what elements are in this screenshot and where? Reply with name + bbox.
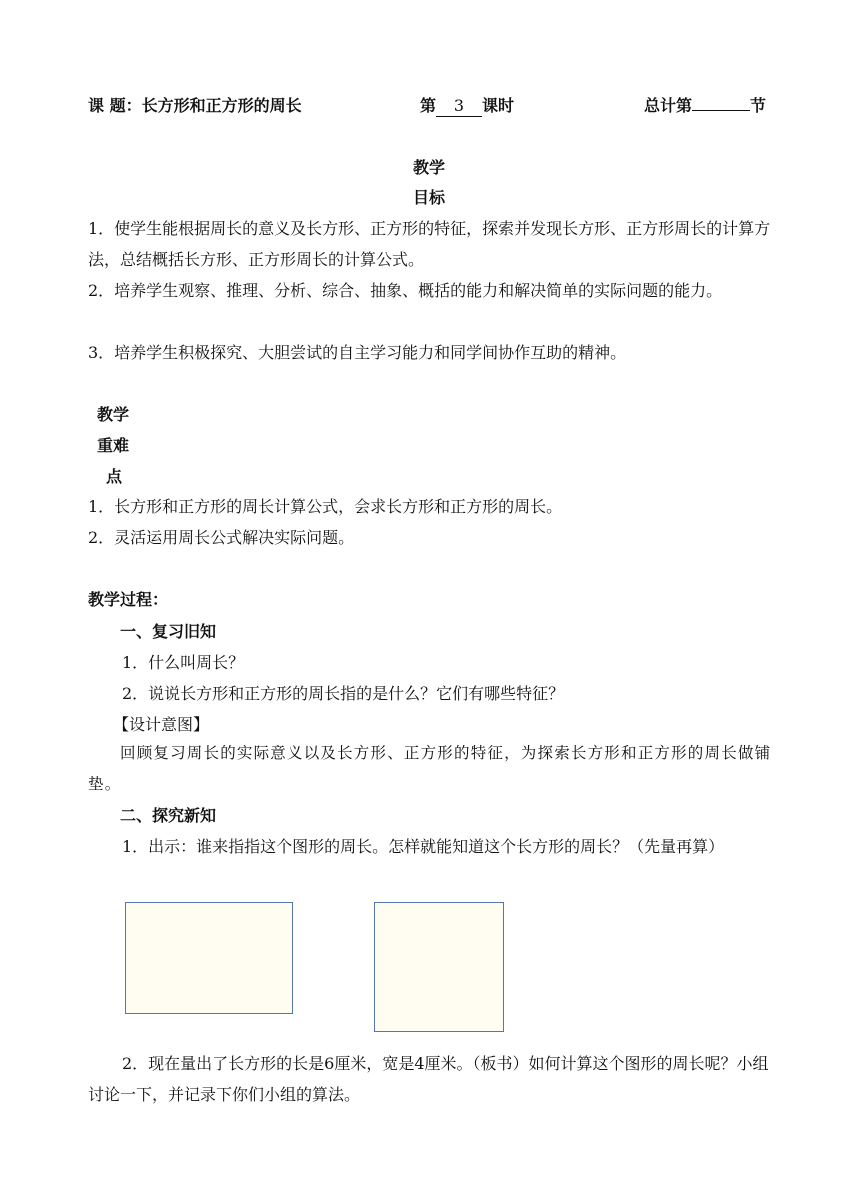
- keypoints-heading-line1: 教学: [97, 405, 130, 424]
- section1-title: 一、复习旧知: [120, 622, 217, 641]
- design-intent-label: 【设计意图】: [113, 715, 210, 734]
- review-question: 1．什么叫周长？: [122, 653, 245, 672]
- review-question: 2．说说长方形和正方形的周长指的是什么？它们有哪些特征？: [122, 684, 565, 703]
- objectives-heading-line2: 目标: [413, 188, 446, 207]
- section2-title: 二、探究新知: [120, 806, 217, 825]
- explore-step: 1．出示：谁来指指这个图形的周长。怎样就能知道这个长方形的周长？（先量再算）: [122, 837, 725, 856]
- total-prefix: 总计第: [644, 96, 693, 115]
- process-heading: 教学过程：: [88, 590, 169, 609]
- lesson-suffix: 课时: [482, 96, 515, 115]
- lesson-prefix: 第: [420, 96, 437, 115]
- objective-item: 3．培养学生积极探究、大胆尝试的自主学习能力和同学间协作互助的精神。: [88, 343, 627, 362]
- lesson-number-line: [420, 96, 514, 117]
- explore-step: 2．现在量出了长方形的长是6厘米，宽是4厘米。（板书）如何计算这个图形的周长呢？小组讨论一下，并记录下你们小组的算法。: [88, 1054, 769, 1104]
- keypoints-heading-line2: 重难: [97, 436, 130, 455]
- lesson-number: 3: [436, 96, 482, 117]
- total-count-line: [644, 96, 766, 116]
- lesson-topic: 课 题：长方形和正方形的周长: [88, 96, 302, 115]
- objective-item: 1．使学生能根据周长的意义及长方形、正方形的特征，探索并发现长方形、正方形周长的计算方法，总结概括长方形、正方形周长的计算公式。: [88, 219, 771, 269]
- objectives-heading-line1: 教学: [413, 158, 446, 177]
- design-intent-text: 回顾复习周长的实际意义以及长方形、正方形的特征，为探索长方形和正方形的周长做铺垫。: [88, 744, 772, 793]
- square-shape: [374, 902, 504, 1032]
- total-suffix: 节: [750, 96, 767, 115]
- rectangle-shape: [125, 902, 293, 1014]
- keypoints-heading-line3: 点: [106, 467, 123, 486]
- keypoint-item: 1．长方形和正方形的周长计算公式，会求长方形和正方形的周长。: [88, 497, 563, 516]
- total-number: [692, 110, 750, 111]
- objective-item: 2．培养学生观察、推理、分析、综合、抽象、概括的能力和解决简单的实际问题的能力。: [88, 281, 723, 300]
- keypoint-item: 2．灵活运用周长公式解决实际问题。: [88, 528, 355, 547]
